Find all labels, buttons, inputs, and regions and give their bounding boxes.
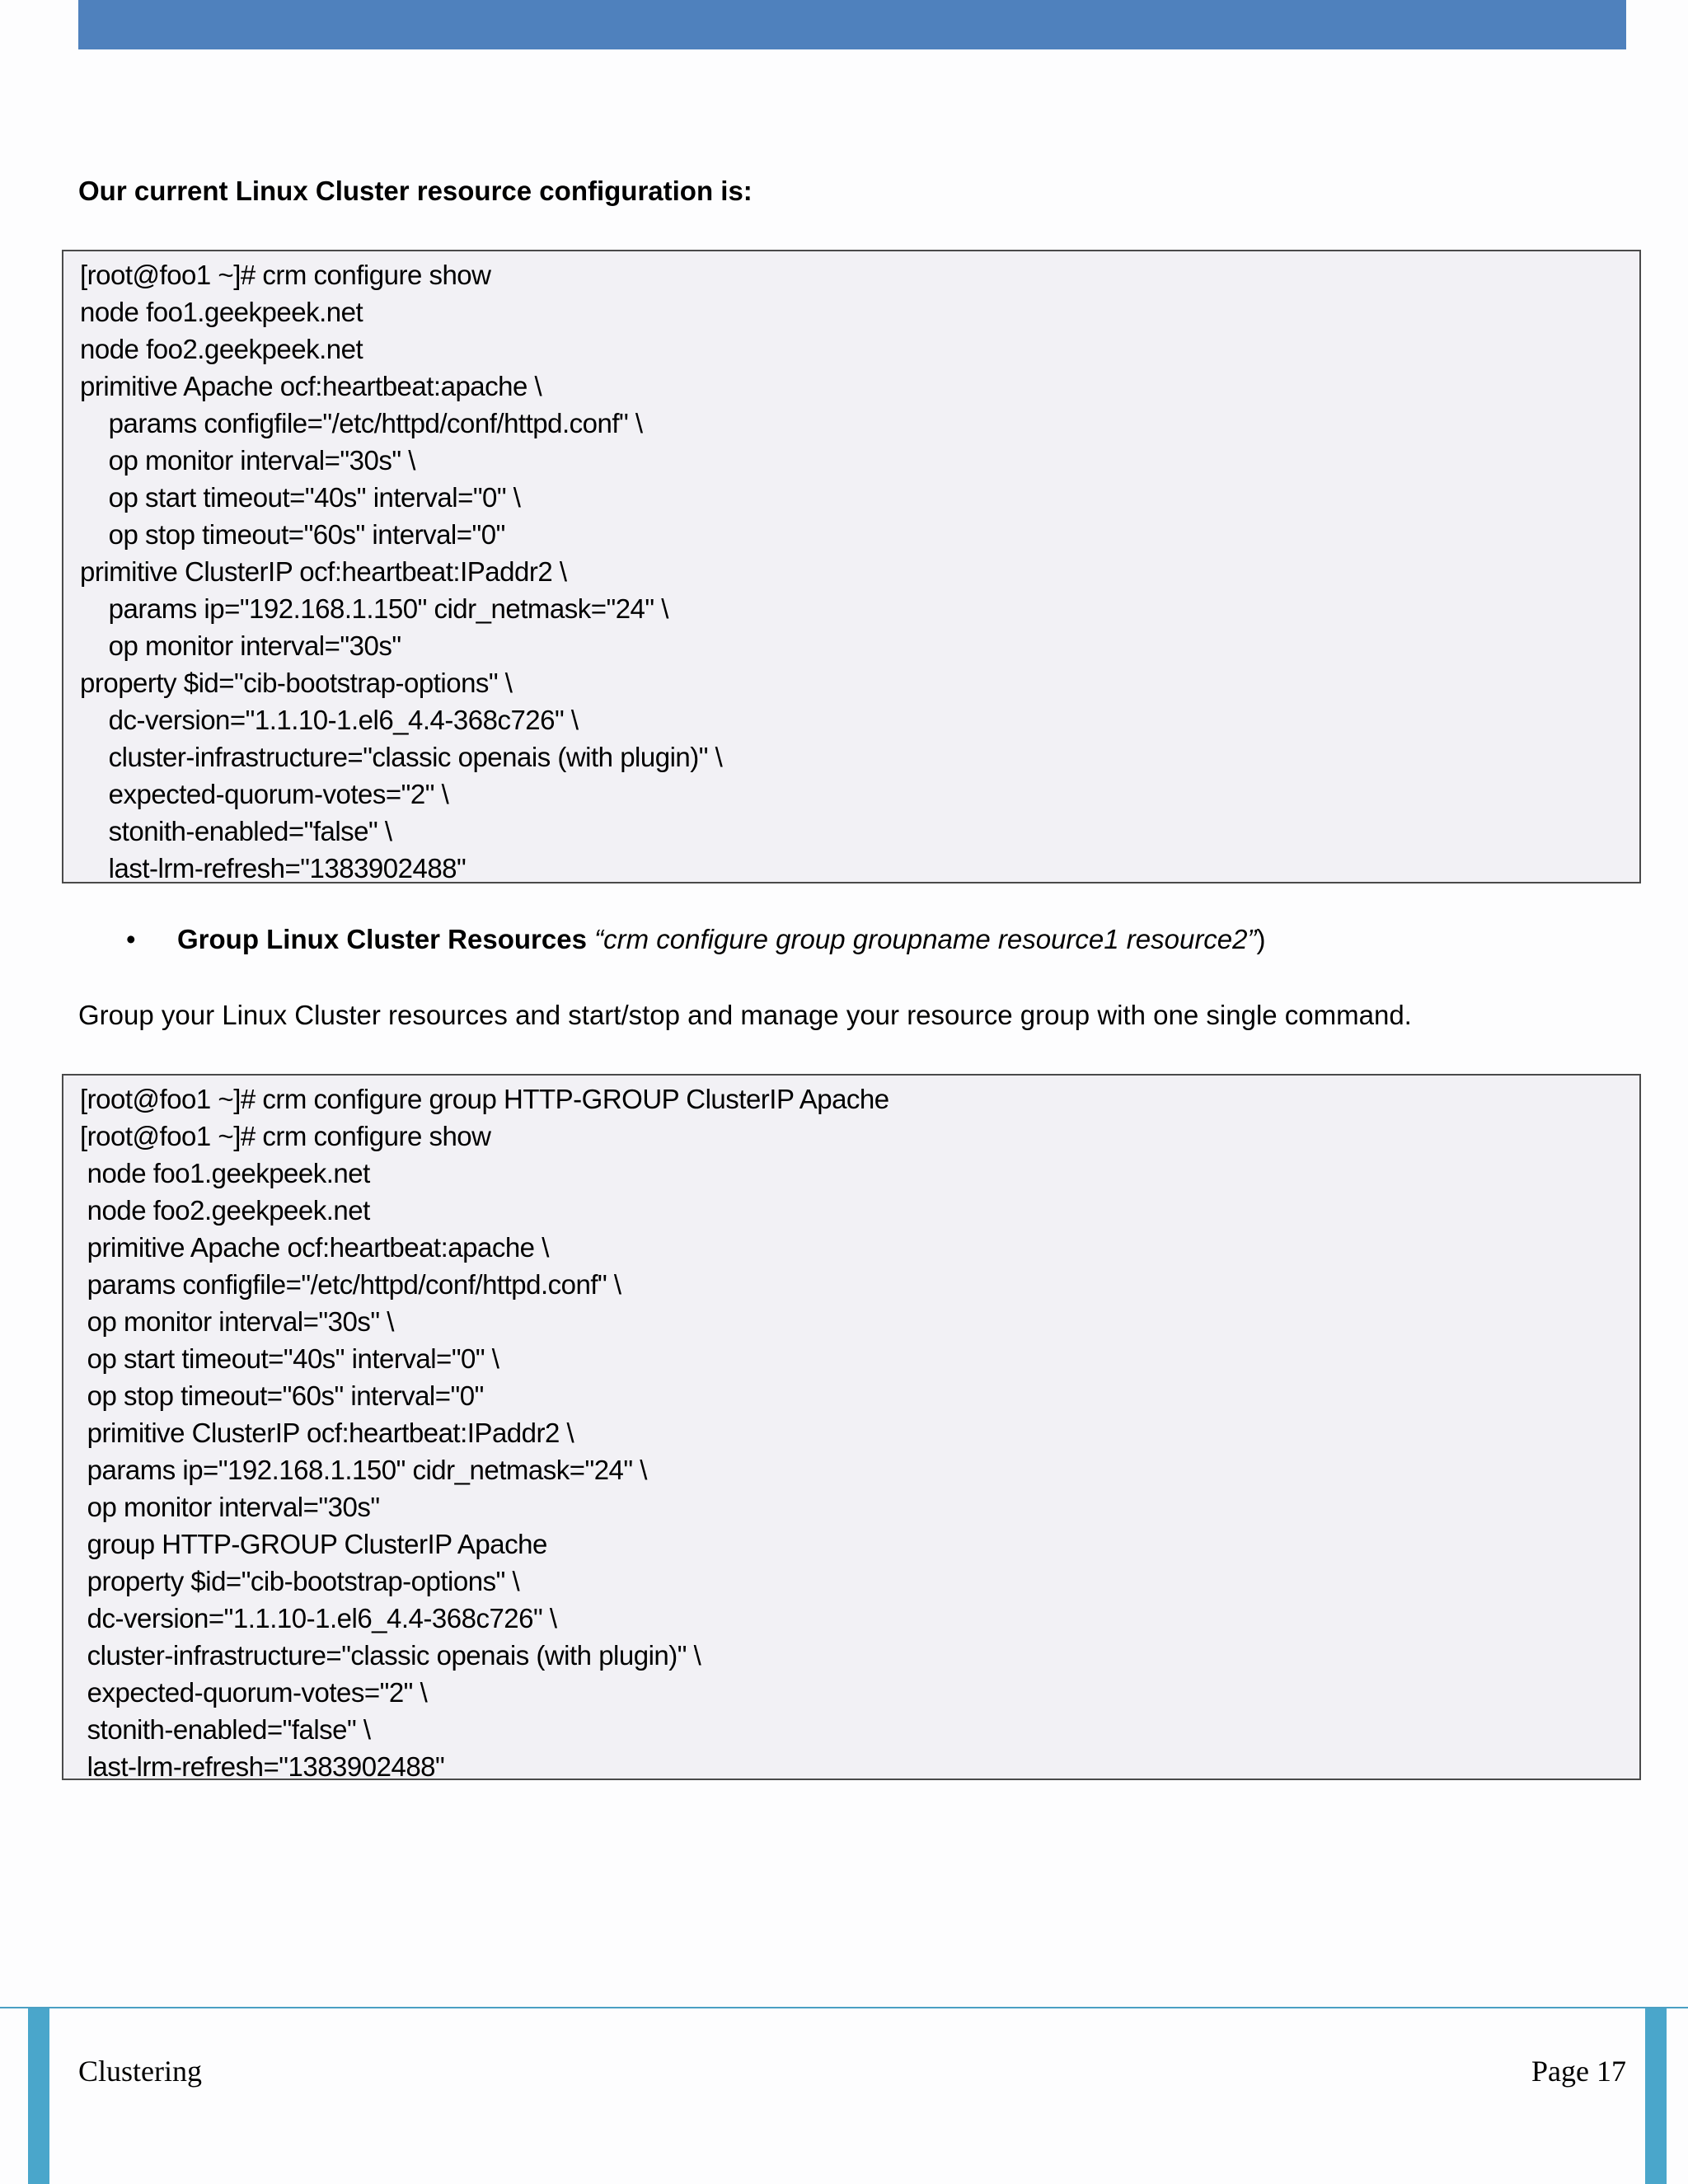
code-line: node foo2.geekpeek.net — [80, 334, 363, 364]
bullet-trailing-text: ) — [1256, 924, 1266, 954]
code-line: node foo2.geekpeek.net — [80, 1195, 370, 1226]
code-line: node foo1.geekpeek.net — [80, 297, 363, 327]
code-line: op stop timeout="60s" interval="0" — [80, 519, 505, 550]
code-line: op monitor interval="30s" — [80, 1492, 380, 1522]
code-block-group-config — [62, 1074, 1641, 1780]
code-line: op monitor interval="30s" \ — [80, 445, 415, 476]
footer-left-accent — [28, 2008, 49, 2184]
footer-title: Clustering — [78, 2055, 202, 2088]
code-line: primitive ClusterIP ocf:heartbeat:IPaddr2 \ — [80, 1418, 574, 1448]
code-line: cluster-infrastructure="classic openais (with plugin)" \ — [80, 742, 723, 772]
code-line: property $id="cib-bootstrap-options" \ — [80, 668, 513, 698]
code-line: dc-version="1.1.10-1.el6_4.4-368c726" \ — [80, 1603, 557, 1633]
code-line: params configfile="/etc/httpd/conf/httpd.conf" \ — [80, 408, 643, 438]
code-line: primitive ClusterIP ocf:heartbeat:IPaddr2 \ — [80, 556, 567, 587]
code-line: last-lrm-refresh="1383902488" — [80, 1751, 445, 1782]
code-block-current-config — [62, 250, 1641, 883]
code-line: primitive Apache ocf:heartbeat:apache \ — [80, 371, 542, 401]
code-line: op start timeout="40s" interval="0" \ — [80, 1343, 499, 1374]
code-line: [root@foo1 ~]# crm configure show — [80, 1121, 491, 1151]
code-line: property $id="cib-bootstrap-options" \ — [80, 1566, 520, 1596]
header-bar — [78, 0, 1626, 49]
code-line: dc-version="1.1.10-1.el6_4.4-368c726" \ — [80, 705, 579, 735]
code-line: op start timeout="40s" interval="0" \ — [80, 482, 521, 513]
footer-right-accent — [1645, 2008, 1667, 2184]
intro-heading: Our current Linux Cluster resource configuration is: — [78, 176, 753, 206]
code-line: last-lrm-refresh="1383902488" — [80, 853, 467, 883]
bullet-command-text: “crm configure group groupname resource1 resource2” — [586, 924, 1257, 954]
code-line: [root@foo1 ~]# crm configure group HTTP-GROUP ClusterIP Apache — [80, 1084, 889, 1114]
bullet-icon: • — [126, 924, 136, 954]
footer-divider — [0, 2007, 1688, 2008]
code-line: [root@foo1 ~]# crm configure show — [80, 260, 491, 290]
code-line: stonith-enabled="false" \ — [80, 816, 392, 846]
code-line: params configfile="/etc/httpd/conf/httpd.conf" \ — [80, 1269, 621, 1300]
code-line: params ip="192.168.1.150" cidr_netmask="24" \ — [80, 593, 668, 624]
code-line: params ip="192.168.1.150" cidr_netmask="24" \ — [80, 1455, 647, 1485]
page-number: Page 17 — [1531, 2055, 1626, 2088]
code-line: expected-quorum-votes="2" \ — [80, 779, 449, 809]
code-line: expected-quorum-votes="2" \ — [80, 1677, 428, 1708]
body-paragraph: Group your Linux Cluster resources and start/stop and manage your resource group with one single command. — [78, 1000, 1412, 1030]
code-line: cluster-infrastructure="classic openais (with plugin)" \ — [80, 1640, 701, 1671]
code-line: op monitor interval="30s" \ — [80, 1306, 394, 1337]
code-line: op monitor interval="30s" — [80, 630, 401, 661]
bullet-text — [177, 921, 1266, 958]
code-line: group HTTP-GROUP ClusterIP Apache — [80, 1529, 547, 1559]
code-line: op stop timeout="60s" interval="0" — [80, 1380, 484, 1411]
code-line: node foo1.geekpeek.net — [80, 1158, 370, 1188]
code-line: primitive Apache ocf:heartbeat:apache \ — [80, 1232, 549, 1263]
bullet-bold-text: Group Linux Cluster Resources — [177, 924, 587, 954]
code-line: stonith-enabled="false" \ — [80, 1714, 371, 1745]
